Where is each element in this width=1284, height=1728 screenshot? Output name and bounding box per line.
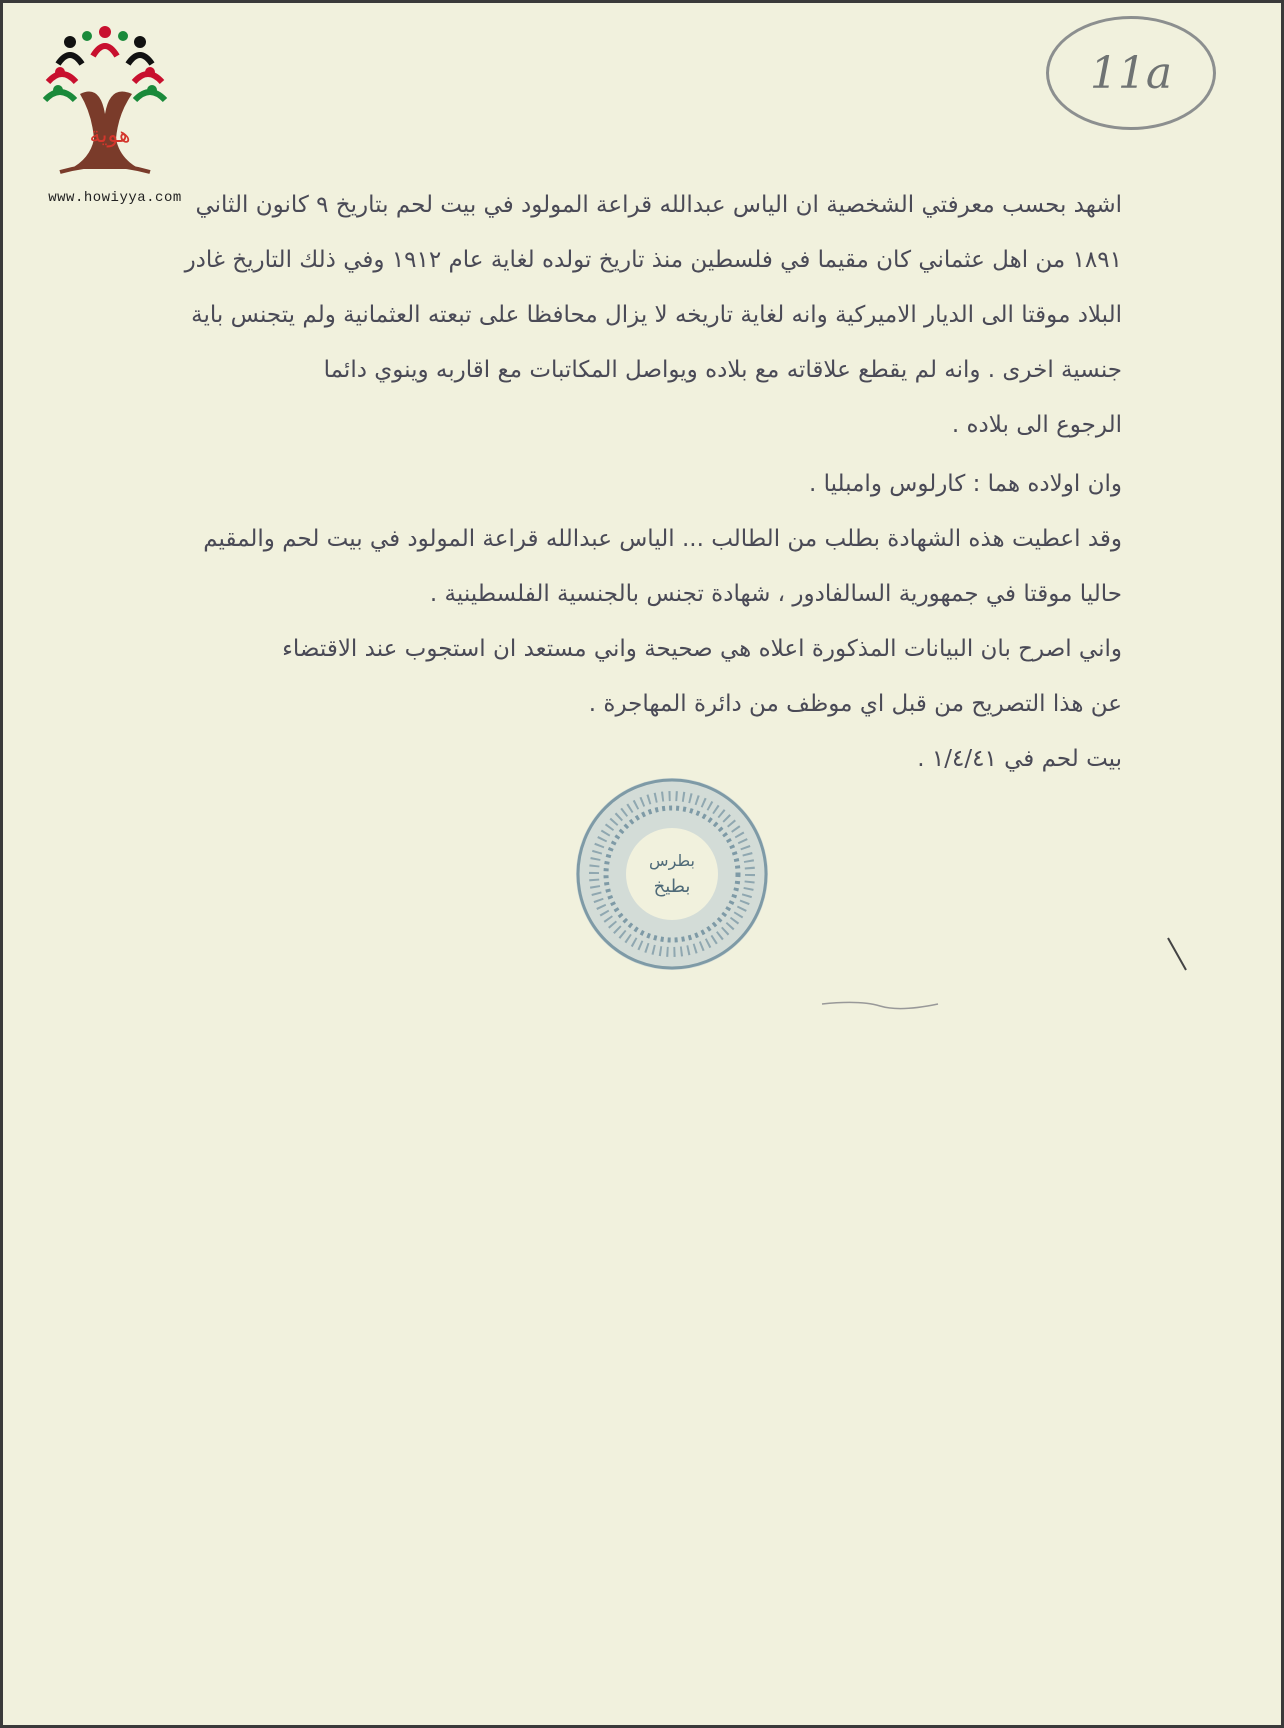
letter-line: البلاد موقتا الى الديار الاميركية وانه لغاية تاريخه لا يزال محافظا على تبعته العثمانية ولم يتجنس باية [191, 302, 1122, 328]
page-number-circle [1046, 16, 1216, 130]
page-number: 11a [1089, 47, 1173, 99]
svg-text:هوية: هوية [89, 123, 131, 148]
letter-line: اشهد بحسب معرفتي الشخصية ان الياس عبدالله قراعة المولود في بيت لحم بتاريخ ٩ كانون الثاني [195, 192, 1122, 218]
tree-logo-icon [40, 24, 170, 189]
letter-line: حاليا موقتا في جمهورية السالفادور ، شهادة تجنس بالجنسية الفلسطينية . [429, 581, 1122, 607]
handwritten-letter [42, 178, 1122, 787]
official-stamp [572, 774, 772, 974]
letter-line: عن هذا التصريح من قبل اي موظف من دائرة المهاجرة . [588, 691, 1122, 717]
logo-url: www.howiyya.com [48, 190, 182, 206]
letter-line: ١٨٩١ من اهل عثماني كان مقيما في فلسطين منذ تاريخ تولده لغاية عام ١٩١٢ وفي ذلك التاريخ غادر [184, 247, 1122, 273]
letter-line: بيت لحم في ١/٤/٤١ . [917, 746, 1122, 772]
letter-line: واني اصرح بان البيانات المذكورة اعلاه هي صحيحة واني مستعد ان استجوب عند الاقتضاء [282, 636, 1122, 662]
letter-line: وان اولاده هما : كارلوس وامبليا . [808, 471, 1122, 497]
letter-line: وقد اعطيت هذه الشهادة بطلب من الطالب ... الياس عبدالله قراعة المولود في بيت لحم والمقيم [203, 526, 1122, 552]
letter-line: جنسية اخرى . وانه لم يقطع علاقاته مع بلاده ويواصل المكاتبات مع اقاربه وينوي دائما [323, 357, 1122, 383]
letter-line: الرجوع الى بلاده . [951, 412, 1122, 438]
ink-mark [1166, 936, 1190, 976]
svg-text:بطرس: بطرس [649, 851, 695, 870]
seal-icon [572, 774, 772, 974]
svg-text:بطيخ: بطيخ [653, 876, 691, 897]
ink-mark [820, 996, 940, 1012]
